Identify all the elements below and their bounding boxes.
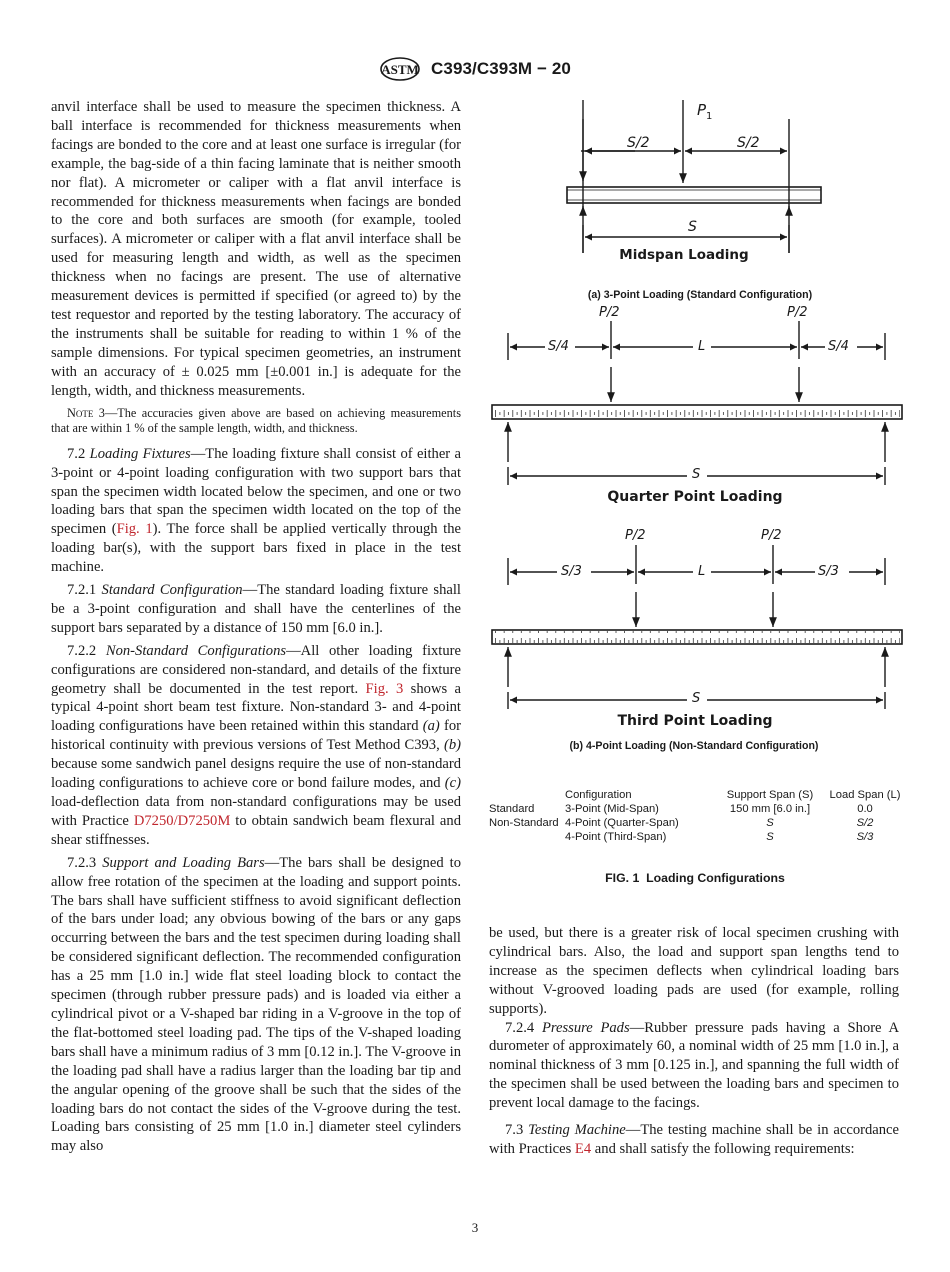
- caption-b: (b) 4-Point Loading (Non-Standard Configuration): [569, 740, 819, 752]
- table-header-row: [489, 788, 905, 802]
- table-cell: Non-Standard: [489, 817, 559, 829]
- span-label: S: [688, 219, 697, 235]
- section-text: for historical continuity with previous versions of Test Method C393,: [51, 718, 461, 754]
- quarter-load-right-label: P/2: [787, 305, 808, 320]
- column-header: Load Span (L): [829, 789, 901, 801]
- table-row: [489, 802, 905, 816]
- table-cell: Standard: [489, 803, 535, 815]
- third-right-seg-label: S/3: [818, 564, 839, 579]
- section-number: 7.2: [67, 445, 86, 462]
- astm-logo-icon: [379, 56, 421, 82]
- section-7-2: [51, 445, 461, 577]
- section-number: 7.2.1: [67, 582, 97, 599]
- page-number: 3: [471, 1220, 479, 1235]
- right-column: [489, 924, 899, 1159]
- section-7-2-3: [51, 854, 461, 1157]
- page-header: [0, 56, 950, 82]
- table-row: [489, 830, 905, 844]
- loading-configurations-diagram: [485, 95, 915, 755]
- section-title: Support and Loading Bars: [102, 854, 265, 871]
- half-span-right-label: S/2: [737, 135, 760, 151]
- quarter-load-left-label: P/2: [599, 305, 620, 320]
- section-text: —All other loading fixture configurations are considered non-standard, and details of the fixture geometry shall be documented in the test report.: [51, 642, 461, 697]
- table-cell: 3-Point (Mid-Span): [565, 803, 659, 815]
- note-3: [51, 406, 461, 437]
- list-marker: (b): [443, 737, 461, 754]
- table-cell: 4-Point (Third-Span): [565, 831, 667, 843]
- configurations-table: [489, 788, 905, 844]
- fig-1-link[interactable]: Fig. 1: [116, 521, 153, 538]
- quarter-right-seg-label: S/4: [828, 339, 849, 354]
- third-left-seg-label: S/3: [561, 564, 582, 579]
- section-number: 7.2.3: [67, 854, 97, 871]
- midspan-title: Midspan Loading: [619, 247, 749, 263]
- caption-a: (a) 3-Point Loading (Standard Configuration): [587, 289, 813, 301]
- list-marker: (a): [422, 718, 440, 735]
- document-title: C393/C393M − 20: [431, 59, 571, 78]
- section-number: 7.2.2: [67, 642, 97, 659]
- section-text: and shall satisfy the following requirements:: [591, 1140, 855, 1157]
- section-text: load-deflection data from non-standard configurations may be used with Practice: [51, 794, 461, 829]
- third-title: Third Point Loading: [617, 713, 773, 729]
- half-span-left-label: S/2: [627, 135, 650, 151]
- section-text: —The bars shall be designed to allow free rotation of the specimen at the loading and support points. The bars shall have sufficient stiffness to avoid significant deflection of the bars under load; any obvious bowing of the bars or any gaps occurring between the bars and the test specimen during loading shall be considered significant deflection. The recommended configuration has a 25 mm [1.0 in.] wide flat steel loading block to contact the specimen (through rubber pressure pads) and is loaded via either a cylindrical pivot or a V-shaped bar riding in a V-groove in the top of the flat-bottomed steel loading pad. The tips of the V-shaped loading bars shall have a minimum radius of 3 mm [0.12 in.]. The V-groove in the loading pad shall have a radius larger than the loading bar tip and the angular opening of the groove shall be such that the sides of the loading bars do not contact the sides of the V-groove during the test. Loading bars consisting of 25 mm [1.0 in.] diameter steel cylinders may also: [51, 854, 462, 1155]
- section-title: Pressure Pads: [541, 1019, 630, 1036]
- table-cell: 4-Point (Quarter-Span): [565, 817, 679, 829]
- third-span-label: S: [692, 691, 701, 706]
- paragraph-intro: anvil interface shall be used to measure the specimen thickness. A ball interface is recommended for thickness measurements when facings are bonded to the core and at least one surface is irregular (for example, the bag-side of a thin facing laminate that is neither smooth nor flat). A micrometer or caliper with a flat anvil interface is recommended for thickness measurements when facings are bonded to the core and both surfaces are smooth (for example, tooled surfaces). A micrometer or caliper with a flat anvil interface shall be used for measuring length and width, as well as the specimen thickness when no facings are present. The use of alternative measurement devices is permitted if specified (or agreed to) by the test requestor and reported by the testing laboratory. The accuracy of the instruments shall be suitable for reading to within 1 % of the sample dimensions. For typical specimen geometries, an instrument with an accuracy of ± 0.025 mm [±0.001 in.] is adequate for the length, width, and thickness measurements.: [51, 99, 461, 399]
- table-cell: 150 mm [6.0 in.]: [729, 803, 811, 815]
- list-marker: (c): [444, 775, 461, 792]
- paragraph-continuation: be used, but there is a greater risk of local specimen crushing with cylindrical bars. Also, the load and support span lengths tend to increase as the specimen deflects when cylindrical loading bars without V-grooved loading pads are used (for example, rolling supports).: [489, 925, 899, 1017]
- section-text: —Rubber pressure pads having a Shore A durometer of approximately 60, a nominal width of 25 mm [1.0 in.], a nominal thickness of 3 mm [0.125 in.], and spanning the full width of the specimen shall be used between the loading bars and specimen to prevent local damage to the facings.: [489, 1019, 900, 1112]
- quarter-span-label: S: [692, 467, 701, 482]
- quarter-mid-seg-label: L: [698, 339, 706, 354]
- third-mid-seg-label: L: [698, 564, 706, 579]
- table-cell: S: [766, 831, 774, 843]
- section-title: Loading Fixtures: [89, 445, 191, 462]
- d7250-link[interactable]: D7250/D7250M: [133, 812, 231, 829]
- section-text: to obtain sandwich beam flexural and shear stiffnesses.: [51, 812, 461, 848]
- section-title: Testing Machine: [528, 1122, 626, 1139]
- section-text: shows a typical 4-point short beam test fixture. Non-standard 3- and 4-point loading configurations have been retained within this standard: [51, 680, 462, 735]
- load-p1-label: $P_1$: [697, 101, 713, 122]
- third-point-diagram: [492, 545, 902, 709]
- section-7-2-2: [51, 642, 461, 850]
- note-text: —The accuracies given above are based on achieving measurements that are within 1 % of the sample length, width, and thickness.: [51, 405, 461, 436]
- table-cell: S/3: [856, 831, 874, 843]
- quarter-left-seg-label: S/4: [548, 339, 569, 354]
- table-row: [489, 816, 905, 830]
- fig-3-link[interactable]: Fig. 3: [365, 680, 404, 697]
- table-cell: [489, 830, 565, 844]
- column-header: Support Span (S): [726, 789, 814, 801]
- section-text: —The standard loading fixture shall be a 3-point configuration and shall have the centerlines of the support bars separated by a distance of 150 mm [6.0 in.].: [51, 582, 461, 636]
- left-column: [51, 98, 461, 1156]
- e4-link[interactable]: E4: [574, 1140, 592, 1157]
- note-label: Note 3: [67, 405, 105, 420]
- svg-text:ASTM: ASTM: [381, 62, 419, 77]
- section-text: —The loading fixture shall consist of either a 3-point or 4-point loading configuration with two support bars that span the specimen width located below the specimen, and one or two loading bars that span the specimen width located on the top of the specimen (: [51, 445, 461, 538]
- section-number: 7.3: [505, 1122, 524, 1139]
- section-7-3: [489, 1121, 899, 1159]
- table-cell: 0.0: [857, 803, 873, 815]
- section-text: —The testing machine shall be in accordance with Practices: [489, 1122, 899, 1157]
- section-7-2-1: [51, 581, 461, 638]
- figure-caption: FIG. 1 Loading Configurations: [605, 871, 785, 885]
- section-text: ). The force shall be applied vertically through the loading bar(s), with the support bars fixed in place in the test machine.: [51, 521, 462, 576]
- section-text: because some sandwich panel designs require the use of non-standard loading configurations to achieve core or bond failure modes, and: [51, 756, 461, 792]
- table-cell: S/2: [856, 817, 874, 829]
- column-header: Configuration: [565, 789, 632, 801]
- column-header: [489, 788, 565, 802]
- section-7-2-4: [489, 1019, 899, 1114]
- quarter-title: Quarter Point Loading: [607, 489, 783, 505]
- table-cell: S: [766, 817, 774, 829]
- section-title: Standard Configuration: [101, 582, 243, 599]
- third-load-left-label: P/2: [625, 528, 646, 543]
- section-title: Non-Standard Configurations: [105, 642, 287, 659]
- section-number: 7.2.4: [505, 1019, 535, 1036]
- third-load-right-label: P/2: [761, 528, 782, 543]
